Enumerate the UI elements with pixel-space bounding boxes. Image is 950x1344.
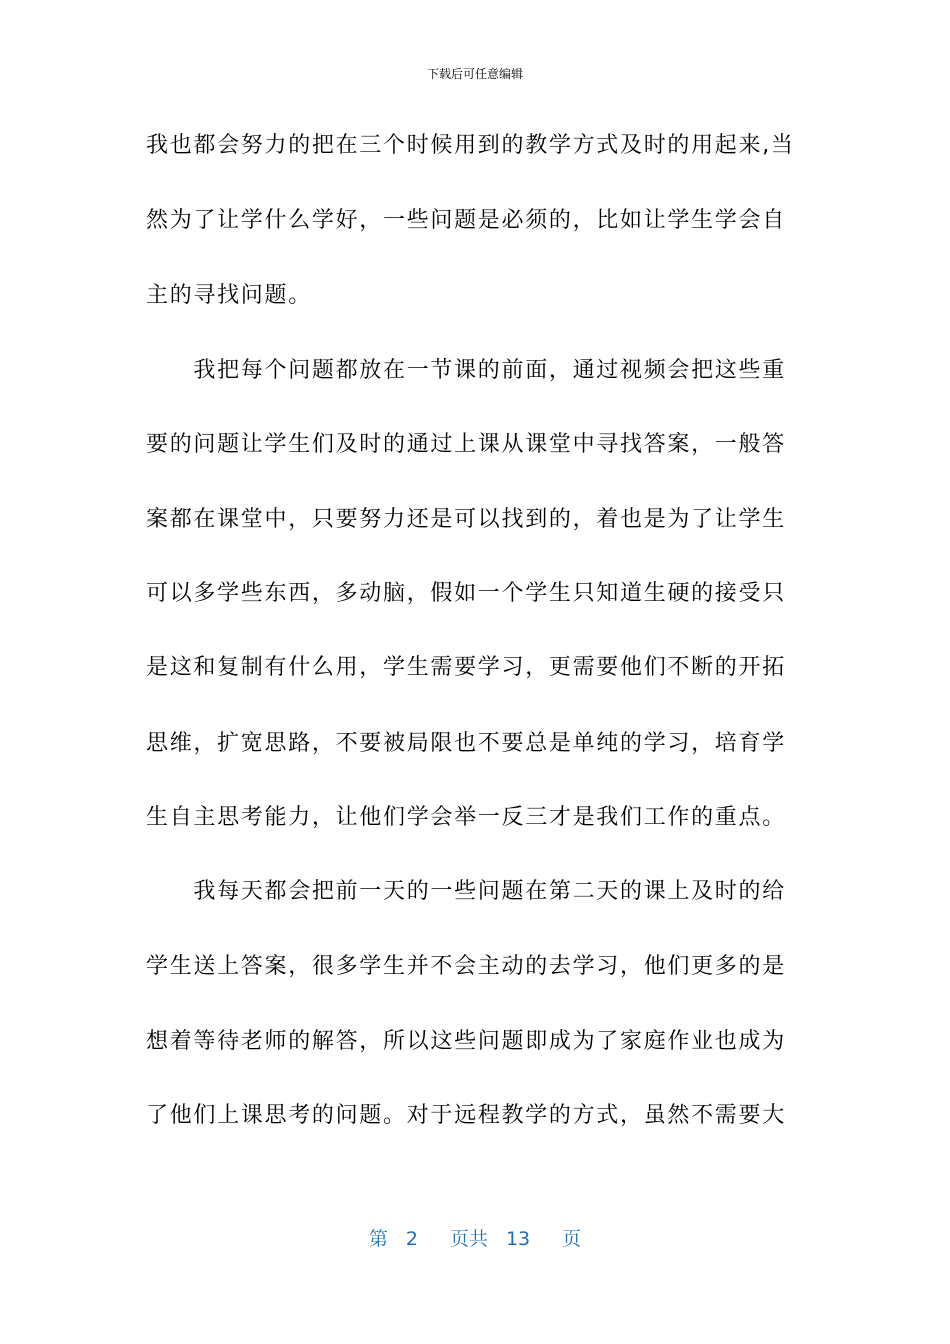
body-line: 思维，扩宽思路，不要被局限也不要总是单纯的学习，培育学 <box>146 731 786 756</box>
body-line: 然为了让学什么学好，一些问题是必须的，比如让学生学会自 <box>146 208 786 233</box>
footer-middle: 页共 <box>449 1228 488 1250</box>
body-line: 想着等待老师的解答，所以这些问题即成为了家庭作业也成为 <box>146 1029 786 1054</box>
body-line: 学生送上答案，很多学生并不会主动的去学习，他们更多的是 <box>146 954 786 979</box>
body-line: 是这和复制有什么用，学生需要学习，更需要他们不断的开拓 <box>146 655 786 680</box>
footer-suffix: 页 <box>562 1228 582 1250</box>
footer-page-number: 2 <box>405 1228 418 1250</box>
footer-prefix: 第 <box>368 1228 388 1250</box>
page-header: 下载后可任意编辑 <box>426 67 523 81</box>
body-line: 可以多学些东西，多动脑，假如一个学生只知道生硬的接受只 <box>146 581 786 606</box>
body-line: 生自主思考能力，让他们学会举一反三才是我们工作的重点。 <box>146 805 786 830</box>
body-line: 我也都会努力的把在三个时候用到的教学方式及时的用起来,当 <box>146 133 795 158</box>
body-line: 我每天都会把前一天的一些问题在第二天的课上及时的给 <box>146 879 786 904</box>
body-line: 要的问题让学生们及时的通过上课从课堂中寻找答案，一般答 <box>146 432 786 457</box>
body-line: 了他们上课思考的问题。对于远程教学的方式，虽然不需要大 <box>146 1103 786 1128</box>
body-line: 主的寻找问题。 <box>146 283 312 308</box>
footer-total-pages: 13 <box>505 1228 531 1250</box>
body-line: 案都在课堂中，只要努力还是可以找到的，着也是为了让学生 <box>146 507 786 532</box>
page-footer <box>0 1226 950 1252</box>
body-line: 我把每个问题都放在一节课的前面，通过视频会把这些重 <box>146 358 786 383</box>
